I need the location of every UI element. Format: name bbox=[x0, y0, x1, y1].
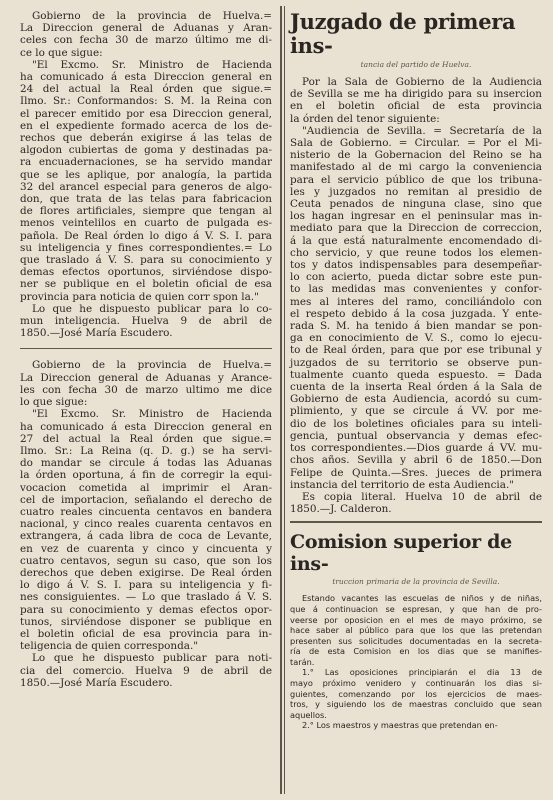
text-line: guientes, comenzando por los ejercicios de maes- bbox=[290, 688, 542, 699]
text-line: Es copia literal. Huelva 10 de abril de bbox=[302, 490, 542, 503]
text-line: menos veintelilos en cuarto de pulgada es- bbox=[20, 217, 272, 230]
text-line: que á continuacion se espresan, y que han de pro- bbox=[290, 603, 542, 614]
text-line: Sala de Gobierno. = Circular. = Por el Mi- bbox=[290, 137, 542, 150]
text-line: en vez de cuarenta y cinco y cincuenta y bbox=[20, 542, 272, 555]
text-line: tunos, sirviéndose disponer se publique en bbox=[20, 615, 272, 628]
column-divider-inner bbox=[284, 6, 285, 794]
text-line: 24 del actual la Real órden que sigue.= bbox=[20, 83, 272, 96]
text-line: "Audiencia de Sevilla. = Secretaría de la bbox=[302, 124, 542, 137]
text-line: ha comunicado á esta Direccion general en bbox=[20, 420, 272, 433]
text-line: que se les aplique, por analogía, la partida bbox=[20, 168, 272, 181]
text-line: el respeto debido á la cosa juzgada. Y ente- bbox=[290, 307, 542, 320]
text-line: les con fecha 30 de marzo ultimo me dice bbox=[20, 383, 272, 396]
text-line: cia del comercio. Huelva 9 de abril de bbox=[20, 664, 272, 677]
text-line: les y juzgados no remitan al presidio de bbox=[290, 185, 542, 198]
text-line: lo que sigue: bbox=[20, 396, 88, 409]
text-line: ría de esta Comision en los dias que se manifies- bbox=[290, 646, 542, 657]
text-line: chos años. Sevilla y abril 6 de 1850.—Don bbox=[290, 454, 542, 467]
text-line: que traslado á V. S. para su conocimiento y bbox=[20, 254, 272, 267]
notice-audiencia-sevilla bbox=[290, 76, 542, 515]
text-line: gencia, puntual observancia y demas efec- bbox=[290, 429, 542, 442]
text-line: de flores artificiales, siempre que tengan al bbox=[20, 205, 272, 218]
text-line: Por la Sala de Gobierno de la Audiencia bbox=[302, 76, 542, 88]
text-line: do mandar se circule á todas las Aduanas bbox=[20, 457, 272, 470]
text-line: Lo que he dispuesto publicar para lo co- bbox=[32, 302, 272, 315]
text-line: 1850.—José María Escudero. bbox=[20, 327, 173, 340]
text-line: 32 del arancel especial para generos de algo- bbox=[20, 180, 272, 193]
text-line: nacional, y cinco reales cuarenta centavos en bbox=[20, 518, 272, 531]
text-line: Ilmo. Sr.: La Reina (q. D. g.) se ha servi- bbox=[20, 444, 272, 457]
text-line: la órden del tenor siguiente: bbox=[290, 112, 440, 125]
text-line: Ceuta penados de ninguna clase, sino que bbox=[290, 198, 542, 211]
text-line: La Direccion general de Aduanas y Aran- bbox=[20, 22, 272, 35]
text-line: 1850.—J. Calderon. bbox=[290, 503, 392, 516]
text-line: tualmente cuanto queda espuesto. = Dada bbox=[290, 368, 542, 381]
text-line: aquellos. bbox=[290, 709, 327, 720]
text-line: para su conocimiento y demas efectos opor- bbox=[20, 603, 272, 616]
text-line: cuatro reales cincuenta centavos en bandera bbox=[20, 505, 272, 518]
text-line: plimiento, y que se circule á VV. por me- bbox=[290, 405, 542, 418]
notice-huelva-aduanas-1 bbox=[20, 10, 272, 339]
left-column bbox=[20, 10, 272, 689]
text-line: rechos que deberán exigirse á las telas de bbox=[20, 132, 272, 145]
text-line: rada S. M. ha tenido á bien mandar se pon- bbox=[290, 320, 542, 333]
text-line: 1850.—José María Escudero. bbox=[20, 676, 173, 689]
text-line: Gobierno de la provincia de Huelva.= bbox=[32, 10, 272, 22]
text-line: to las medidas mas convenientes y confor- bbox=[290, 283, 542, 296]
text-line: para el servicio público de que los tribuna- bbox=[290, 173, 542, 186]
text-line: Gobierno de la provincia de Huelva.= bbox=[32, 359, 272, 372]
text-line: nes consiguientes. — Lo que traslado á V. S. bbox=[20, 591, 272, 604]
text-line: demas efectos oportunos, sirviéndose dispo- bbox=[20, 266, 272, 279]
section-separator bbox=[20, 348, 272, 349]
text-line: en el expediente formado acerca de los de- bbox=[20, 119, 272, 132]
text-line: cel de importacion, señalando el derecho de bbox=[20, 493, 272, 506]
text-line: el boletin oficial de esa provincia para in- bbox=[20, 627, 272, 640]
text-line: ce lo que sigue: bbox=[20, 46, 103, 59]
text-line: tarán. bbox=[290, 656, 315, 667]
text-line: tos correspondientes.—Dios guarde á VV. mu- bbox=[290, 442, 542, 455]
text-line: instancia del territorio de esta Audiencia." bbox=[290, 478, 515, 491]
text-line: la órden oportuna, á fin de corregir la equi- bbox=[20, 469, 272, 482]
text-line: el parecer emitido por esa Direccion general, bbox=[20, 107, 272, 120]
text-line: derechos que deben exigirse. De Real órden bbox=[20, 566, 272, 579]
text-line: nisterio de la Gobernacion del Reino se ha bbox=[290, 149, 542, 162]
text-line: hace saber al público para que los que las pretendan bbox=[290, 625, 542, 636]
heading-juzgado: Juzgado de primera ins- bbox=[290, 9, 516, 58]
text-line: extrangera, á cada libra de coca de Levante, bbox=[20, 530, 272, 543]
text-line: Estando vacantes las escuelas de niños y de niñas, bbox=[302, 593, 542, 604]
text-line: Lo que he dispuesto publicar para noti- bbox=[32, 652, 272, 665]
text-line: 2.° Los maestros y maestras que pretendan en- bbox=[302, 720, 498, 731]
text-line: pañola. De Real órden lo digo á V. S. I. para bbox=[20, 229, 272, 242]
text-line: ga en conocimiento de V. S., como lo ejecu- bbox=[290, 332, 542, 345]
notice-instruccion-primaria bbox=[290, 593, 542, 731]
text-line: algodon cubiertas de goma y destinadas pa- bbox=[20, 144, 272, 157]
text-line: á la que está naturalmente encomendado di- bbox=[290, 234, 542, 247]
text-line: ha comunicado á esta Direccion general en bbox=[20, 71, 272, 84]
text-line: lo digo á V. S. I. para su inteligencia y fi- bbox=[20, 579, 272, 592]
heading-comision-sub: truccion primaria de la provincia de Sevilla. bbox=[332, 577, 500, 587]
text-line: celes con fecha 30 de marzo último me di- bbox=[20, 34, 272, 47]
text-line: cho servicio, y que reune todos los elemen- bbox=[290, 246, 542, 259]
text-line: don, que trata de las telas para fabricacion bbox=[20, 193, 272, 206]
text-line: cuenta de la inserta Real órden á la Sala de bbox=[290, 381, 542, 394]
text-line: "El Excmo. Sr. Ministro de Hacienda bbox=[32, 58, 272, 71]
text-line: La Direccion general de Aduanas y Arance- bbox=[20, 371, 272, 384]
text-line: los hagan ingresar en el peninsular mas in- bbox=[290, 210, 542, 223]
text-line: to de Real órden, para que por ese tribunal y bbox=[290, 344, 542, 357]
text-line: cuatro centavos, segun su caso, que son los bbox=[20, 554, 272, 567]
text-line: en el boletin oficial de esta provincia bbox=[290, 100, 542, 113]
text-line: teligencia de quien corresponda." bbox=[20, 640, 199, 653]
text-line: su inteligencia y fines correspondientes.= Lo bbox=[20, 241, 272, 254]
text-line: Felipe de Quinta.—Sres. jueces de primera bbox=[290, 466, 542, 479]
text-line: tos y datos indispensables para desempeñar- bbox=[290, 259, 542, 272]
text-line: provincia para noticia de quien corr spon la." bbox=[20, 290, 259, 303]
section-separator bbox=[290, 521, 542, 523]
text-line: veerse por oposicion en el mes de mayo próximo, se bbox=[290, 614, 542, 625]
text-line: ner se publique en el boletin oficial de esa bbox=[20, 278, 272, 291]
text-line: "El Excmo. Sr. Ministro de Hacienda bbox=[32, 408, 272, 421]
heading-juzgado-sub: tancia del partido de Huelva. bbox=[360, 60, 472, 69]
text-line: tros, y siguiendo los de maestras concluido que sean bbox=[290, 699, 542, 710]
text-line: juzgados de su territorio se observe pun- bbox=[290, 356, 542, 369]
text-line: ra encuadernaciones, se ha servido mandar bbox=[20, 156, 272, 169]
text-line: lo con acierto, pueda dictar sobre este pun- bbox=[290, 271, 542, 284]
text-line: Ilmo. Sr.: Conformandos: S. M. la Reina con bbox=[20, 95, 272, 108]
text-line: vocacion cometida al imprimir el Aran- bbox=[20, 481, 272, 494]
text-line: Gobierno de esta Audiencia, acordó su cum- bbox=[290, 393, 542, 406]
text-line: mes al interes del ramo, conciliándolo con bbox=[290, 295, 542, 308]
heading-comision: Comision superior de ins- bbox=[290, 531, 512, 576]
text-line: 1.° Las oposiciones principiarán el dia 13 de bbox=[302, 667, 542, 678]
text-line: mediato para que la Direccion de correccion, bbox=[290, 222, 542, 235]
text-line: manifestado al de mi cargo la conveniencia bbox=[290, 161, 542, 174]
text-line: presenten sus solicitudes documentadas en la secreta- bbox=[290, 635, 542, 646]
notice-huelva-aduanas-2 bbox=[20, 359, 272, 688]
text-line: dio de los boletines oficiales para su inteli- bbox=[290, 417, 542, 430]
text-line: mun inteligencia. Huelva 9 de abril de bbox=[20, 315, 272, 328]
text-line: mayo próximo venidero y continuarán los dias si- bbox=[290, 678, 542, 689]
right-column bbox=[290, 10, 542, 731]
text-line: de Sevilla se me ha dirigido para su insercion bbox=[290, 88, 542, 101]
text-line: 27 del actual la Real órden que sigue.= bbox=[20, 432, 272, 445]
column-divider bbox=[280, 6, 282, 794]
